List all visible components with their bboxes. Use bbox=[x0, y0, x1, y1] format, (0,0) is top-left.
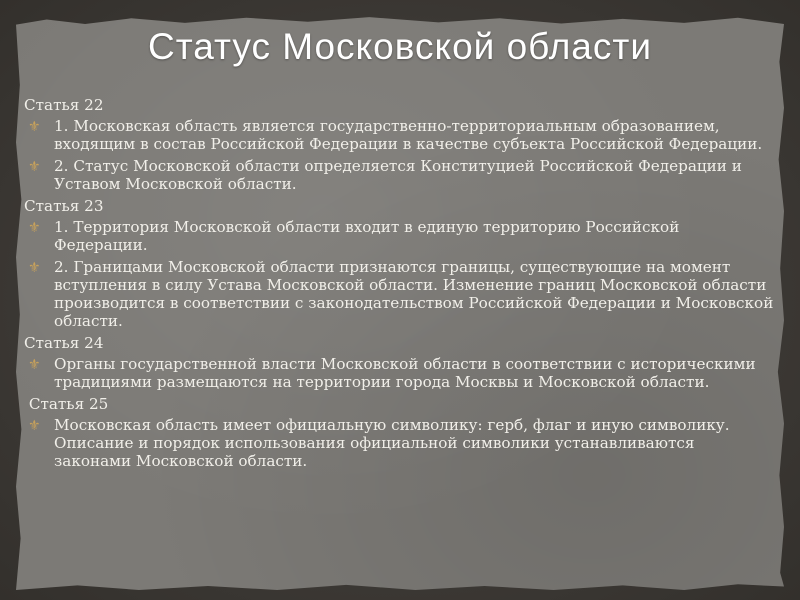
list-item-text: 1. Московская область является государственно-территориальным образованием, входящим в состав Российской Федерации в качестве субъекта Российской Федерации. bbox=[54, 117, 763, 153]
article-24-heading: Статья 24 bbox=[24, 334, 104, 352]
bullet-icon: ⚜ bbox=[28, 357, 41, 373]
slide-content bbox=[24, 96, 774, 474]
article-25-heading: Статья 25 bbox=[24, 395, 109, 413]
list-item-text: 2. Границами Московской области признаются границы, существующие на момент вступления в силу Устава Московской области. Изменение границ Московской области производится в соответствии с законодательством Российской Федерации и Московской области. bbox=[54, 258, 774, 330]
bullet-icon: ⚜ bbox=[28, 119, 41, 135]
article-23-heading: Статья 23 bbox=[24, 197, 104, 215]
slide-title: Статус Московской области bbox=[148, 26, 652, 67]
list-item-text: Органы государственной власти Московской области в соответствии с историческими традициями размещаются на территории города Москвы и Московской области. bbox=[54, 355, 756, 391]
list-item-text: 2. Статус Московской области определяется Конституцией Российской Федерации и Уставом Московской области. bbox=[54, 157, 742, 193]
list-item bbox=[28, 117, 774, 153]
article-22-heading: Статья 22 bbox=[24, 96, 104, 114]
bullet-icon: ⚜ bbox=[28, 220, 41, 236]
bullet-icon: ⚜ bbox=[28, 418, 41, 434]
list-item bbox=[28, 416, 774, 470]
list-item bbox=[28, 218, 774, 254]
bullet-icon: ⚜ bbox=[28, 260, 41, 276]
list-item bbox=[28, 258, 774, 330]
bullet-icon: ⚜ bbox=[28, 159, 41, 175]
list-item-text: 1. Территория Московской области входит в единую территорию Российской Федерации. bbox=[54, 218, 680, 254]
list-item bbox=[28, 157, 774, 193]
list-item-text: Московская область имеет официальную символику: герб, флаг и иную символику. Описание и порядок использования официальной символики устанавливаются законами Московской области. bbox=[54, 416, 730, 470]
list-item bbox=[28, 355, 774, 391]
